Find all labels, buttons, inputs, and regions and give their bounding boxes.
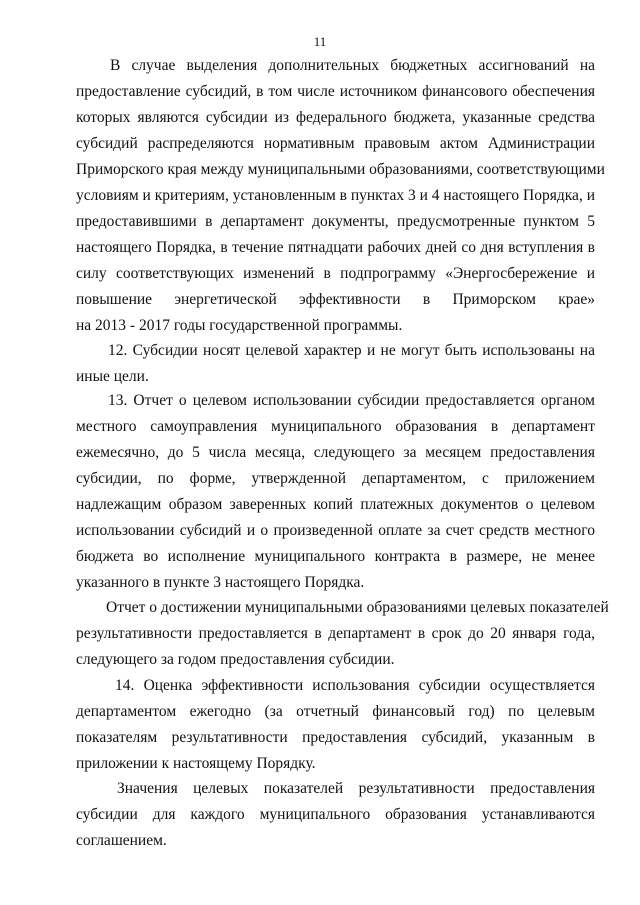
text-line: надлежащим образом заверенных копий платежных документов о целевом [76, 496, 595, 513]
text-line: иные цели. [76, 368, 149, 385]
text-line: повышение энергетической эффективности в Приморском крае» [76, 291, 595, 308]
text-line: соглашением. [76, 832, 167, 849]
text-line: на 2013 - 2017 годы государственной программы. [76, 317, 403, 334]
text-line: 12. Субсидии носят целевой характер и не могут быть использованы на [108, 342, 595, 359]
text-line: условиям и критериям, установленным в пунктах 3 и 4 настоящего Порядка, и [76, 187, 595, 204]
text-line: бюджета во исполнение муниципального контракта в размере, не менее [76, 548, 595, 565]
text-line: департаментом ежегодно (за отчетный финансовый год) по целевым [76, 703, 595, 720]
text-line: использовании субсидий и о произведенной оплате за счет средств местного [76, 522, 595, 539]
text-line: показателям результативности предоставления субсидий, указанным в [76, 729, 595, 746]
text-line: предоставившими в департамент документы, предусмотренные пунктом 5 [76, 213, 595, 230]
text-line: 14. Оценка эффективности использования субсидии осуществляется [115, 677, 595, 694]
text-line: В случае выделения дополнительных бюджетных ассигнований на [110, 57, 595, 74]
text-line: Приморского края между муниципальными образованиями, соответствующими [76, 161, 605, 178]
text-line: субсидии, по форме, утвержденной департаментом, с приложением [76, 470, 595, 487]
text-line: которых являются субсидии из федерального бюджета, указанные средства [76, 109, 595, 126]
text-line: следующего за годом предоставления субсидии. [76, 651, 395, 668]
text-line: приложении к настоящему Порядку. [76, 755, 316, 772]
text-line: Значения целевых показателей результативности предоставления [117, 780, 595, 797]
text-line: 13. Отчет о целевом использовании субсидии предоставляется органом [108, 392, 595, 409]
text-line: субсидии для каждого муниципального образования устанавливаются [76, 806, 595, 823]
text-line: субсидий распределяются нормативным правовым актом Администрации [76, 135, 595, 152]
text-line: Отчет о достижении муниципальными образованиями целевых показателей [106, 599, 609, 616]
text-line: силу соответствующих изменений в подпрограмму «Энергосбережение и [76, 265, 595, 282]
text-line: результативности предоставляется в департамент в срок до 20 января года, [76, 625, 595, 642]
text-line: ежемесячно, до 5 числа месяца, следующего за месяцем предоставления [76, 444, 595, 461]
text-line: предоставление субсидий, в том числе источником финансового обеспечения [76, 83, 595, 100]
text-line: местного самоуправления муниципального образования в департамент [76, 418, 595, 435]
page-number: 11 [313, 34, 327, 49]
text-line: указанного в пункте 3 настоящего Порядка. [76, 574, 365, 591]
text-line: настоящего Порядка, в течение пятнадцати рабочих дней со дня вступления в [76, 239, 595, 256]
